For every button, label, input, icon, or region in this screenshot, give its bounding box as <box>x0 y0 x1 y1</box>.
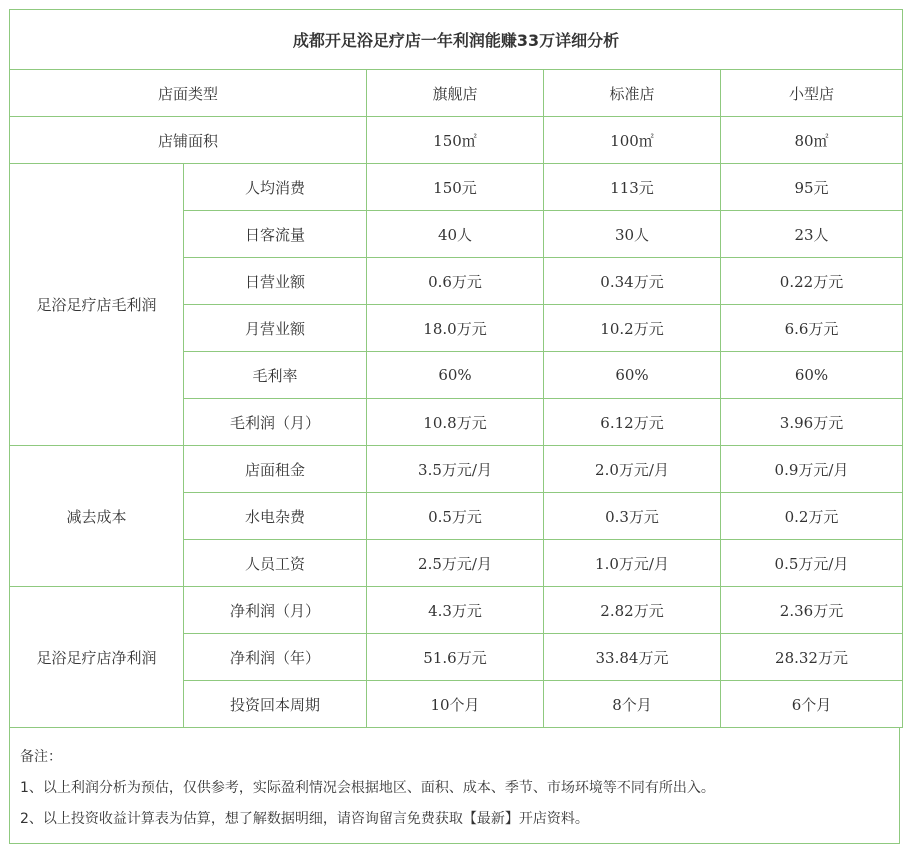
cell-standard: 113元 <box>544 164 721 211</box>
cell-flagship: 10.8万元 <box>367 399 544 446</box>
cell-small: 95元 <box>721 164 903 211</box>
table-row <box>10 164 903 211</box>
cell-flagship: 40人 <box>367 211 544 258</box>
cell-flagship: 2.5万元/月 <box>367 540 544 587</box>
cell-flagship: 4.3万元 <box>367 587 544 634</box>
store-type-row <box>10 70 903 117</box>
cell-small: 28.32万元 <box>721 634 903 681</box>
area-standard: 100㎡ <box>544 117 721 164</box>
row-label: 毛利润（月） <box>184 399 367 446</box>
cell-standard: 60% <box>544 352 721 399</box>
row-label: 日客流量 <box>184 211 367 258</box>
row-label: 水电杂费 <box>184 493 367 540</box>
cell-standard: 30人 <box>544 211 721 258</box>
area-small: 80㎡ <box>721 117 903 164</box>
row-label: 净利润（月） <box>184 587 367 634</box>
group-label: 足浴足疗店毛利润 <box>10 164 184 446</box>
row-label: 店面租金 <box>184 446 367 493</box>
cell-small: 60% <box>721 352 903 399</box>
cell-flagship: 10个月 <box>367 681 544 728</box>
cell-flagship: 18.0万元 <box>367 305 544 352</box>
cell-standard: 10.2万元 <box>544 305 721 352</box>
cell-small: 0.2万元 <box>721 493 903 540</box>
cell-standard: 1.0万元/月 <box>544 540 721 587</box>
row-label: 月营业额 <box>184 305 367 352</box>
group-label: 减去成本 <box>10 446 184 587</box>
cell-flagship: 51.6万元 <box>367 634 544 681</box>
store-area-row <box>10 117 903 164</box>
row-label: 净利润（年） <box>184 634 367 681</box>
cell-small: 2.36万元 <box>721 587 903 634</box>
cell-small: 3.96万元 <box>721 399 903 446</box>
cell-flagship: 0.6万元 <box>367 258 544 305</box>
table-title: 成都开足浴足疗店一年利润能赚33万详细分析 <box>10 10 903 70</box>
cell-standard: 2.0万元/月 <box>544 446 721 493</box>
row-label: 人员工资 <box>184 540 367 587</box>
cell-standard: 33.84万元 <box>544 634 721 681</box>
cell-small: 0.9万元/月 <box>721 446 903 493</box>
column-header-standard: 标准店 <box>544 70 721 117</box>
cell-standard: 2.82万元 <box>544 587 721 634</box>
row-label: 日营业额 <box>184 258 367 305</box>
notes-section <box>9 728 900 844</box>
row-label: 人均消费 <box>184 164 367 211</box>
table-row <box>10 587 903 634</box>
area-flagship: 150㎡ <box>367 117 544 164</box>
store-type-label: 店面类型 <box>10 70 367 117</box>
store-area-label: 店铺面积 <box>10 117 367 164</box>
note-item-1: 1、以上利润分析为预估，仅供参考，实际盈利情况会根据地区、面积、成本、季节、市场环境等不同有所出入。 <box>20 780 715 796</box>
cell-small: 0.22万元 <box>721 258 903 305</box>
cell-small: 6个月 <box>721 681 903 728</box>
cell-standard: 6.12万元 <box>544 399 721 446</box>
cell-small: 6.6万元 <box>721 305 903 352</box>
cell-flagship: 3.5万元/月 <box>367 446 544 493</box>
row-label: 投资回本周期 <box>184 681 367 728</box>
cell-flagship: 150元 <box>367 164 544 211</box>
cell-standard: 0.3万元 <box>544 493 721 540</box>
group-label: 足浴足疗店净利润 <box>10 587 184 728</box>
cell-small: 23人 <box>721 211 903 258</box>
cell-flagship: 60% <box>367 352 544 399</box>
column-header-small: 小型店 <box>721 70 903 117</box>
note-item-2: 2、以上投资收益计算表为估算，想了解数据明细，请咨询留言免费获取【最新】开店资料。 <box>20 811 589 827</box>
notes-heading: 备注： <box>20 749 62 765</box>
table-row <box>10 446 903 493</box>
cell-small: 0.5万元/月 <box>721 540 903 587</box>
profit-analysis-table-frame <box>9 9 902 844</box>
column-header-flagship: 旗舰店 <box>367 70 544 117</box>
cell-standard: 8个月 <box>544 681 721 728</box>
cell-standard: 0.34万元 <box>544 258 721 305</box>
row-label: 毛利率 <box>184 352 367 399</box>
profit-analysis-table <box>9 9 903 728</box>
cell-flagship: 0.5万元 <box>367 493 544 540</box>
